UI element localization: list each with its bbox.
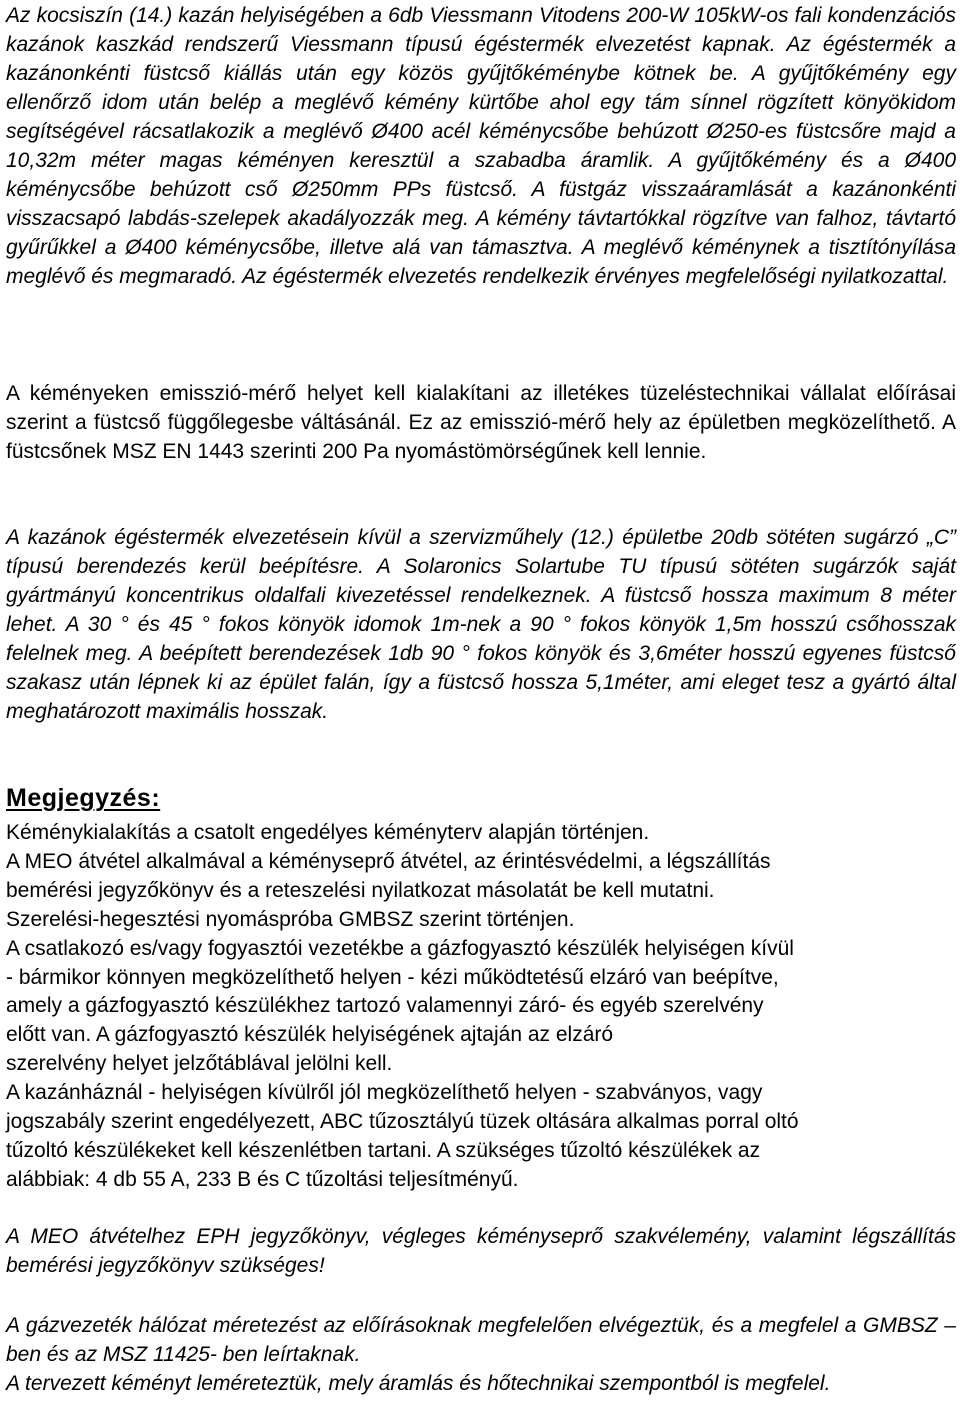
note-line: bemérési jegyzőkönyv és a reteszelési nyilatkozat másolatát be kell mutatni.	[6, 878, 715, 902]
paragraph-chimney-sizing: A tervezett kéményt leméreteztük, mely áramlás és hőtechnikai szempontból is megfelel.	[6, 1372, 831, 1395]
note-line: - bármikor könnyen megközelíthető helyen - kézi működtetésű elzáró van beépítve,	[6, 965, 779, 989]
note-line: Szerelési-hegesztési nyomáspróba GMBSZ szerint történjen.	[6, 907, 575, 931]
note-line: szerelvény helyet jelzőtáblával jelölni kell.	[6, 1052, 393, 1076]
note-block	[6, 819, 956, 1195]
note-line: tűzoltó készülékeket kell készenlétben tartani. A szükséges tűzoltó készülékek az	[6, 1138, 761, 1162]
paragraph-emission-measurement: A kéményeken emisszió-mérő helyet kell kialakítani az illetékes tüzeléstechnikai vállalat előírásai szerint a füstcső függőlegesbe váltásánál. Ez az emisszió-mérő hely az épületben megközelíthető. A füstcsőnek MSZ EN 1443 szerinti 200 Pa nyomástömörségűnek kell lennie.	[6, 382, 956, 463]
note-line: A kazánháznál - helyiségen kívülről jól megközelíthető helyen - szabványos, vagy	[6, 1081, 763, 1105]
paragraph-chimney-description: Az kocsiszín (14.) kazán helyiségében a 6db Viessmann Vitodens 200-W 105kW-os fali kondenzációs kazánok kaszkád rendszerű Viessmann típusú égéstermék elvezetést kapnak. Az égéstermék a kazánonkénti füstcső kiállás után egy közös gyűjtőkéménybe kötnek be. A gyűjtőkémény egy ellenőrző idom után belép a meglévő kémény kürtőbe ahol egy tám sínnel rögzített könyökidom segítségével rácsatlakozik a meglévő Ø400 acél kéménycsőbe behúzott Ø250-es füstcsőre majd a 10,32m méter magas kéményen keresztül a szabadba áramlik. A gyűjtőkémény és a Ø400 kéménycsőbe behúzott cső Ø250mm PPs füstcső. A füstgáz visszaáramlását a kazánonkénti visszacsapó labdás-szelepek akadályozzák meg. A kémény távtartókkal rögzítve van falhoz, távtartó gyűrűkkel a Ø400 kéménycsőbe, illetve alá van támasztva. A meglévő kéménynek a tisztítónyílása meglévő és megmaradó. Az égéstermék elvezetés rendelkezik érvényes megfelelőségi nyilatkozattal.	[6, 4, 956, 288]
paragraph-meo-requirements: A MEO átvételhez EPH jegyzőkönyv, végleges kéményseprő szakvélemény, valamint légszállítás bemérési jegyzőkönyv szükséges!	[6, 1225, 956, 1277]
paragraph-gas-network-sizing: A gázvezeték hálózat méretezést az előírásoknak megfelelően elvégeztük, és a megfelel a GMBSZ – ben és az MSZ 11425- ben leírtaknak.	[6, 1314, 956, 1366]
note-line: Kéménykialakítás a csatolt engedélyes kéményterv alapján történjen.	[6, 821, 650, 844]
note-line: amely a gázfogyasztó készülékhez tartozó valamennyi záró- és egyéb szerelvény	[6, 994, 764, 1018]
paragraph-radiant-heaters: A kazánok égéstermék elvezetésein kívül a szervizműhely (12.) épületbe 20db sötéten sugárzó „C” típusú berendezés kerül beépítésre. A Solaronics Solartube TU típusú sötéten sugárzók saját gyártmányú koncentrikus oldalfali kivezetéssel rendelkeznek. A füstcső hossza maximum 8 méter lehet. A 30 ° és 45 ° fokos könyök idomok 1m-nek a 90 ° fokos könyök 1,5m hosszú csőhosszak felelnek meg. A beépített berendezések 1db 90 ° fokos könyök és 3,6méter hosszú egyenes füstcső szakasz után lépnek ki az épület falán, így a füstcső hossza 5,1méter, ami eleget tesz a gyártó által meghatározott maximális hosszak.	[6, 526, 956, 723]
note-heading: Megjegyzés:	[6, 784, 161, 812]
note-line: A csatlakozó es/vagy fogyasztói vezetékbe a gázfogyasztó készülék helyiségen kívül	[6, 936, 794, 960]
note-line: alábbiak: 4 db 55 A, 233 B és C tűzoltási teljesítményű.	[6, 1167, 519, 1191]
note-line: jogszabály szerint engedélyezett, ABC tűzosztályú tüzek oltására alkalmas porral oltó	[6, 1110, 799, 1134]
note-line: A MEO átvétel alkalmával a kéményseprő átvétel, az érintésvédelmi, a légszállítás	[6, 849, 771, 873]
note-line: előtt van. A gázfogyasztó készülék helyiségének ajtaján az elzáró	[6, 1023, 614, 1047]
